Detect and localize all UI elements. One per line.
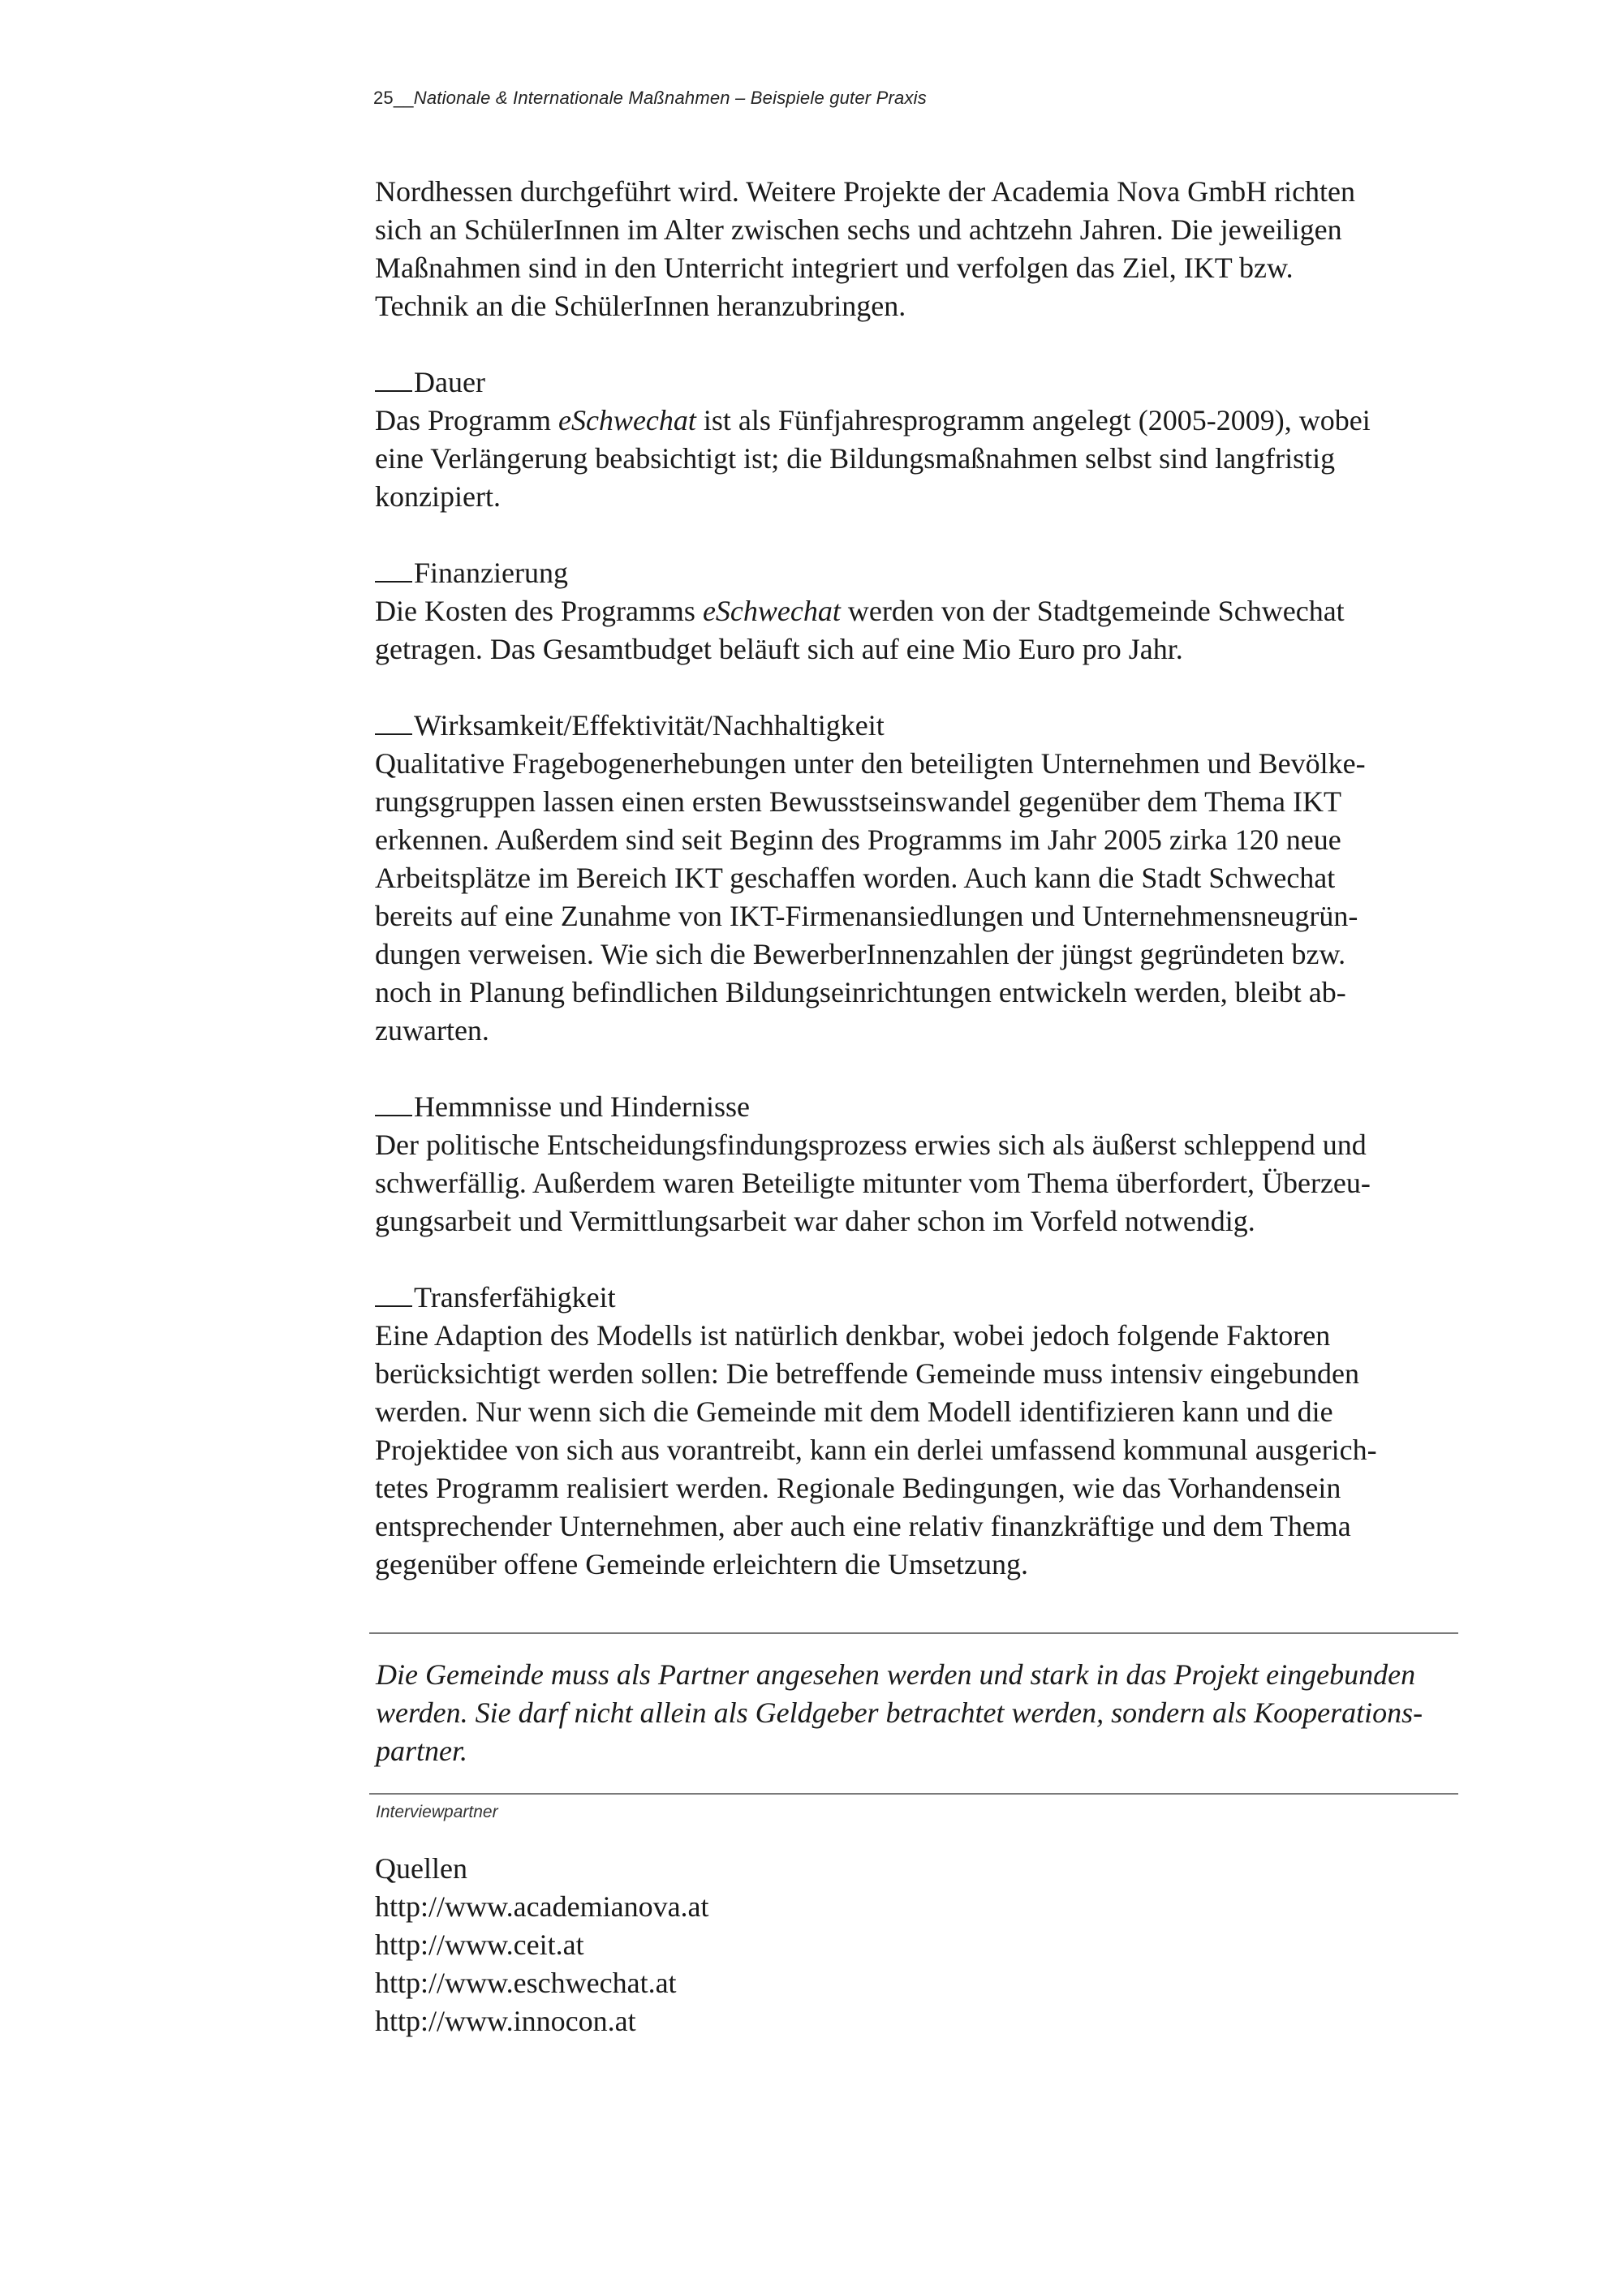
text-line: rungsgruppen lassen einen ersten Bewusstseinswandel gegenüber dem Thema IKT bbox=[375, 785, 1342, 818]
text-line: berücksichtigt werden sollen: Die betreffende Gemeinde muss intensiv eingebunden bbox=[375, 1357, 1359, 1390]
text-line: Technik an die SchülerInnen heranzubringen. bbox=[375, 290, 906, 322]
text-line: Arbeitsplätze im Bereich IKT geschaffen worden. Auch kann die Stadt Schwechat bbox=[375, 862, 1336, 894]
quote-line: partner. bbox=[376, 1735, 468, 1767]
program-name: eSchwechat bbox=[702, 595, 841, 627]
body-text bbox=[375, 173, 1453, 1584]
section-paragraph bbox=[375, 1126, 1453, 1240]
section-finanzierung bbox=[375, 554, 1453, 669]
quote-divider bbox=[369, 1793, 1458, 1795]
section-paragraph bbox=[375, 745, 1453, 1050]
heading-rule bbox=[375, 1281, 412, 1307]
quote-line: werden. Sie darf nicht allein als Geldgeber betrachtet werden, sondern als Kooperations- bbox=[376, 1696, 1423, 1729]
text-line: gungsarbeit und Vermittlungsarbeit war daher schon im Vorfeld notwendig. bbox=[375, 1205, 1255, 1237]
section-dauer bbox=[375, 363, 1453, 516]
header-title: Nationale & Internationale Maßnahmen – Beispiele guter Praxis bbox=[413, 88, 927, 108]
section-paragraph bbox=[375, 1317, 1453, 1584]
sources-list bbox=[375, 1850, 709, 2040]
heading-rule bbox=[375, 557, 412, 583]
section-paragraph: Die Kosten des Programms eSchwechat werden von der Stadtgemeinde Schwechat getragen. Das Gesamtbudget beläuft sich auf eine Mio Euro pro Jahr. bbox=[375, 595, 1345, 665]
header-separator: __ bbox=[393, 88, 414, 108]
text-line: werden. Nur wenn sich die Gemeinde mit dem Modell identifizieren kann und die bbox=[375, 1395, 1333, 1428]
source-link[interactable]: http://www.ceit.at bbox=[375, 1928, 584, 1961]
quote-text bbox=[369, 1634, 1458, 1793]
text-line: eine Verlängerung beabsichtigt ist; die Bildungsmaßnahmen selbst sind langfristig bbox=[375, 442, 1336, 475]
text-line: Der politische Entscheidungsfindungsprozess erwies sich als äußerst schleppend und bbox=[375, 1129, 1367, 1161]
text-line: bereits auf eine Zunahme von IKT-Firmenansiedlungen und Unternehmensneugrün- bbox=[375, 900, 1358, 932]
text-line: konzipiert. bbox=[375, 480, 501, 513]
sources-heading: Quellen bbox=[375, 1852, 467, 1885]
text-line: getragen. Das Gesamtbudget beläuft sich auf eine Mio Euro pro Jahr. bbox=[375, 633, 1183, 665]
section-transferfaehigkeit bbox=[375, 1279, 1453, 1584]
text-line: gegenüber offene Gemeinde erleichtern die Umsetzung. bbox=[375, 1548, 1028, 1580]
text-line: dungen verweisen. Wie sich die BewerberInnenzahlen der jüngst gegründeten bzw. bbox=[375, 938, 1346, 970]
section-heading: Wirksamkeit/Effektivität/Nachhaltigkeit bbox=[375, 707, 1453, 745]
section-heading: Transferfähigkeit bbox=[375, 1279, 1453, 1317]
section-wirksamkeit bbox=[375, 707, 1453, 1050]
quote-source: Interviewpartner bbox=[376, 1803, 498, 1821]
source-link[interactable]: http://www.eschwechat.at bbox=[375, 1967, 677, 1999]
text-line: zuwarten. bbox=[375, 1014, 489, 1047]
text-line: Qualitative Fragebogenerhebungen unter den beteiligten Unternehmen und Bevölke- bbox=[375, 747, 1366, 780]
quote-line: Die Gemeinde muss als Partner angesehen werden und stark in das Projekt eingebunden bbox=[376, 1658, 1416, 1691]
section-heading: Dauer bbox=[375, 363, 1453, 402]
text-line: Projektidee von sich aus vorantreibt, kann ein derlei umfassend kommunal ausgerich- bbox=[375, 1434, 1377, 1466]
text-line: entsprechender Unternehmen, aber auch eine relativ finanzkräftige und dem Thema bbox=[375, 1510, 1351, 1542]
section-hemmnisse bbox=[375, 1088, 1453, 1240]
running-header bbox=[373, 88, 927, 109]
pull-quote bbox=[369, 1632, 1458, 1822]
heading-rule bbox=[375, 366, 412, 392]
program-name: eSchwechat bbox=[558, 404, 696, 436]
text-line: sich an SchülerInnen im Alter zwischen sechs und achtzehn Jahren. Die jeweiligen bbox=[375, 213, 1342, 246]
text-line: schwerfällig. Außerdem waren Beteiligte mitunter vom Thema überfordert, Überzeu- bbox=[375, 1167, 1371, 1199]
section-heading: Finanzierung bbox=[375, 554, 1453, 592]
source-link[interactable]: http://www.academianova.at bbox=[375, 1890, 709, 1923]
text-line: Nordhessen durchgeführt wird. Weitere Projekte der Academia Nova GmbH richten bbox=[375, 175, 1356, 208]
section-heading: Hemmnisse und Hindernisse bbox=[375, 1088, 1453, 1126]
text-line: Maßnahmen sind in den Unterricht integriert und verfolgen das Ziel, IKT bzw. bbox=[375, 252, 1294, 284]
text-line: Eine Adaption des Modells ist natürlich denkbar, wobei jedoch folgende Faktoren bbox=[375, 1319, 1331, 1352]
text-line: erkennen. Außerdem sind seit Beginn des Programms im Jahr 2005 zirka 120 neue bbox=[375, 823, 1341, 856]
heading-rule bbox=[375, 709, 412, 735]
section-paragraph: Das Programm eSchwechat ist als Fünfjahresprogramm angelegt (2005-2009), wobei eine Verlängerung beabsichtigt ist; die Bildungsmaßnahmen selbst sind langfristig konzipiert. bbox=[375, 404, 1371, 513]
source-link[interactable]: http://www.innocon.at bbox=[375, 2005, 636, 2037]
page-number: 25 bbox=[373, 88, 394, 108]
text-line: noch in Planung befindlichen Bildungseinrichtungen entwickeln werden, bleibt ab- bbox=[375, 976, 1346, 1008]
intro-paragraph bbox=[375, 173, 1453, 325]
text-line: tetes Programm realisiert werden. Regionale Bedingungen, wie das Vorhandensein bbox=[375, 1472, 1341, 1504]
heading-rule bbox=[375, 1090, 412, 1116]
